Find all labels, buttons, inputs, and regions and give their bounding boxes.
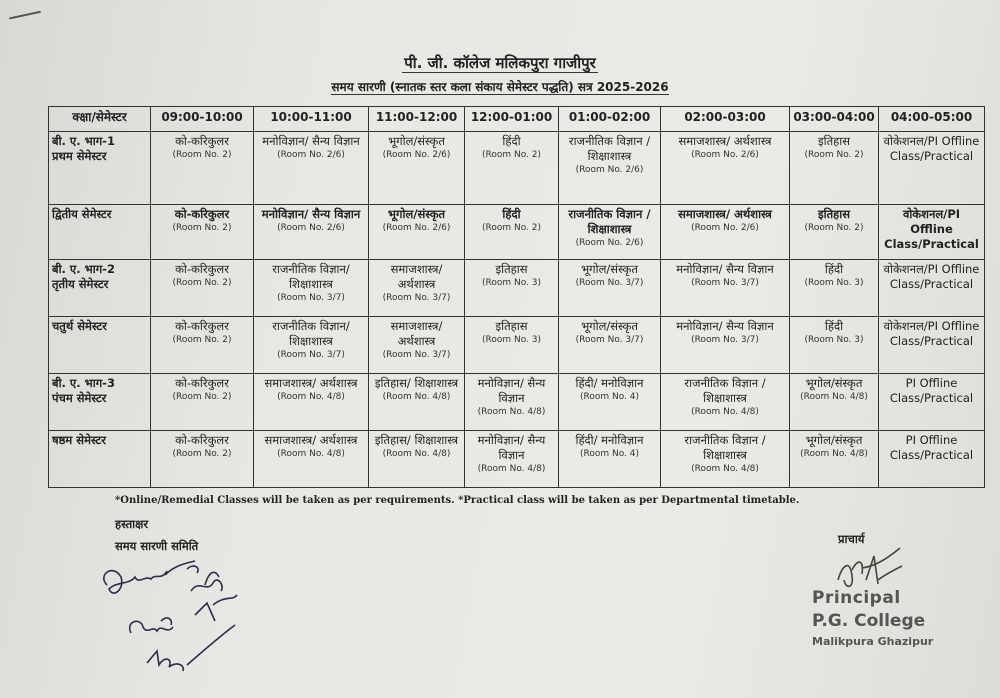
- footnote: *Online/Remedial Classes will be taken as per requirements. *Practical class will be taken as per Departmental timetable.: [115, 495, 800, 506]
- header-row: [49, 107, 985, 132]
- schedule-cell: [661, 317, 790, 374]
- subject-label: राजनीतिक विज्ञान /शिक्षाशास्त्र: [684, 433, 766, 462]
- schedule-cell: [661, 205, 790, 260]
- subject-label: इतिहास/ शिक्षाशास्त्र: [374, 433, 459, 447]
- subject-label: समाजशास्त्र/ अर्थशास्त्र: [264, 433, 358, 447]
- subject-label: वोकेशनल/PI Offline Class/Practical: [883, 134, 980, 163]
- schedule-cell: [465, 317, 559, 374]
- room-label: (Room No. 2): [804, 222, 864, 233]
- class-cell: [49, 205, 151, 260]
- column-header: 11:00-12:00: [369, 107, 465, 132]
- column-header: क्क्षा/सेमेस्टर: [49, 107, 151, 132]
- room-label: (Room No. 2/6): [691, 149, 759, 160]
- subject-label: राजनीतिक विज्ञान /शिक्षाशास्त्र: [684, 376, 766, 405]
- timetable-subtitle: समय सारणी (स्नातक स्तर कला संकाय सेमेस्टर पद्धति) सत्र 2025-2026: [331, 80, 669, 94]
- subject-label: मनोविज्ञान/ सैन्य विज्ञान: [477, 433, 546, 462]
- subject-label: को-करिकुलर: [175, 376, 229, 390]
- room-label: (Room No. 3/7): [382, 292, 451, 303]
- schedule-cell: [369, 260, 465, 317]
- column-header: 04:00-05:00: [879, 107, 985, 132]
- subject-label: वोकेशनल/PI Offline Class/Practical: [883, 319, 980, 348]
- schedule-cell: [254, 260, 369, 317]
- schedule-cell: [661, 260, 790, 317]
- room-label: (Room No. 2): [804, 149, 864, 160]
- subject-label: मनोविज्ञान/ सैन्य विज्ञान: [262, 134, 360, 148]
- room-label: (Room No. 2): [172, 222, 232, 233]
- room-label: (Room No. 4/8): [800, 448, 868, 459]
- schedule-cell: [790, 260, 879, 317]
- schedule-cell: [369, 132, 465, 205]
- subject-label: भूगोल/संस्कृत: [581, 319, 638, 333]
- room-label: (Room No. 3): [804, 277, 864, 288]
- subject-label: भूगोल/संस्कृत: [387, 207, 446, 221]
- schedule-cell: [465, 260, 559, 317]
- subject-label: समाजशास्त्र/ अर्थशास्त्र: [390, 262, 443, 291]
- schedule-cell: [559, 317, 661, 374]
- subject-label: इतिहास: [495, 262, 528, 276]
- class-label: बी. ए. भाग-3: [52, 376, 115, 390]
- room-label: (Room No. 2): [172, 448, 232, 459]
- schedule-cell: [559, 431, 661, 488]
- subject-label: हिंदी: [502, 134, 521, 148]
- committee-label: समय सारणी समिति: [115, 539, 199, 553]
- schedule-cell: [369, 374, 465, 431]
- subject-label: समाजशास्त्र/ अर्थशास्त्र: [678, 207, 772, 221]
- room-label: (Room No. 4/8): [382, 448, 451, 459]
- subject-label: भूगोल/संस्कृत: [581, 262, 638, 276]
- subject-label: को-करिकुलर: [175, 433, 229, 447]
- subject-label: राजनीतिक विज्ञान/ शिक्षाशास्त्र: [272, 262, 350, 291]
- column-header: 01:00-02:00: [559, 107, 661, 132]
- class-cell: [49, 317, 151, 374]
- class-label: बी. ए. भाग-2: [52, 262, 115, 276]
- room-label: (Room No. 3/7): [691, 277, 759, 288]
- subject-label: इतिहास: [495, 319, 528, 333]
- principal-label: प्राचार्य: [838, 532, 865, 546]
- room-label: (Room No. 4/8): [277, 448, 345, 459]
- schedule-cell: [879, 431, 985, 488]
- subject-label: भूगोल/संस्कृत: [805, 433, 863, 447]
- subject-label: को-करिकुलर: [175, 262, 229, 276]
- room-label: (Room No. 3): [481, 277, 542, 288]
- room-label: (Room No. 4/8): [277, 391, 345, 402]
- schedule-cell: [559, 205, 661, 260]
- subject-label: हिंदी: [502, 207, 521, 221]
- class-cell: [49, 260, 151, 317]
- class-label: द्वितीय सेमेस्टर: [52, 207, 112, 221]
- subject-label: वोकेशनल/PI Offline Class/Practical: [883, 262, 980, 291]
- subject-label: भूगोल/संस्कृत: [388, 134, 445, 148]
- subject-label: मनोविज्ञान/ सैन्य विज्ञान: [676, 262, 774, 276]
- column-header: 09:00-10:00: [151, 107, 254, 132]
- schedule-cell: [661, 374, 790, 431]
- subject-label: हिंदी/ मनोविज्ञान: [575, 376, 644, 390]
- schedule-cell: [151, 132, 254, 205]
- schedule-cell: [254, 431, 369, 488]
- room-label: (Room No. 3/7): [691, 334, 759, 345]
- room-label: (Room No. 4/8): [382, 391, 451, 402]
- class-cell: [49, 431, 151, 488]
- table-row: [49, 260, 985, 317]
- room-label: (Room No. 2/6): [277, 222, 345, 233]
- subject-label: समाजशास्त्र/ अर्थशास्त्र: [264, 376, 358, 390]
- room-label: (Room No. 2): [172, 149, 232, 160]
- schedule-cell: [879, 374, 985, 431]
- room-label: (Room No. 3): [804, 334, 864, 345]
- room-label: (Room No. 2): [481, 149, 542, 160]
- room-label: (Room No. 3/7): [575, 277, 644, 288]
- subject-label: को-करिकुलर: [175, 134, 229, 148]
- schedule-cell: [879, 317, 985, 374]
- schedule-cell: [254, 205, 369, 260]
- subject-label: हिंदी: [824, 262, 844, 276]
- subject-label: राजनीतिक विज्ञान/ शिक्षाशास्त्र: [272, 319, 350, 348]
- schedule-cell: [151, 374, 254, 431]
- schedule-cell: [151, 431, 254, 488]
- schedule-cell: [559, 132, 661, 205]
- schedule-cell: [790, 132, 879, 205]
- schedule-cell: [559, 260, 661, 317]
- room-label: (Room No. 2): [481, 222, 542, 233]
- column-header: 12:00-01:00: [465, 107, 559, 132]
- room-label: (Room No. 2/6): [277, 149, 345, 160]
- table-row: [49, 132, 985, 205]
- schedule-cell: [790, 205, 879, 260]
- principal-seal: Principal P.G. College Malikpura Ghazipur: [812, 588, 934, 648]
- schedule-cell: [879, 205, 985, 260]
- room-label: (Room No. 2): [172, 277, 232, 288]
- subject-label: राजनीतिक विज्ञान / शिक्षाशास्त्र: [568, 207, 651, 236]
- schedule-cell: [465, 431, 559, 488]
- column-header: 03:00-04:00: [790, 107, 879, 132]
- room-label: (Room No. 4/8): [477, 406, 546, 417]
- class-label: प्रथम सेमेस्टर: [52, 148, 107, 163]
- committee-signatures: [95, 555, 265, 685]
- room-label: (Room No. 4/8): [477, 463, 546, 474]
- subject-label: मनोविज्ञान/ सैन्य विज्ञान: [477, 376, 546, 405]
- room-label: (Room No. 2/6): [575, 237, 644, 248]
- subject-label: मनोविज्ञान/ सैन्य विज्ञान: [676, 319, 774, 333]
- table-row: [49, 374, 985, 431]
- schedule-cell: [369, 431, 465, 488]
- subject-label: वोकेशनल/PI Offline Class/Practical: [884, 207, 979, 251]
- schedule-cell: [790, 317, 879, 374]
- class-label: चतुर्थ सेमेस्टर: [52, 319, 107, 333]
- room-label: (Room No. 2/6): [382, 149, 451, 160]
- timetable: [48, 106, 985, 488]
- class-cell: [49, 374, 151, 431]
- subject-label: को-करिकुलर: [174, 207, 230, 221]
- subject-label: भूगोल/संस्कृत: [805, 376, 863, 390]
- room-label: (Room No. 2/6): [691, 222, 759, 233]
- class-label: तृतीय सेमेस्टर: [52, 276, 109, 291]
- subject-label: इतिहास: [817, 207, 851, 221]
- signature-label: हस्ताक्षर: [115, 517, 149, 531]
- room-label: (Room No. 4/8): [800, 391, 868, 402]
- class-label: षष्ठम सेमेस्टर: [52, 433, 106, 447]
- college-title: पी. जी. कॉलेज मलिकपुरा गाजीपुर: [404, 54, 596, 72]
- subject-label: PI Offline Class/Practical: [889, 433, 974, 462]
- schedule-cell: [369, 205, 465, 260]
- room-label: (Room No. 4/8): [691, 406, 759, 417]
- subject-label: हिंदी/ मनोविज्ञान: [575, 433, 644, 447]
- class-label: पंचम सेमेस्टर: [52, 390, 107, 405]
- room-label: (Room No. 2/6): [382, 222, 451, 233]
- schedule-cell: [879, 132, 985, 205]
- room-label: (Room No. 3/7): [277, 292, 345, 303]
- schedule-cell: [790, 374, 879, 431]
- room-label: (Room No. 4/8): [691, 463, 759, 474]
- room-label: (Room No. 2): [172, 391, 232, 402]
- schedule-cell: [151, 205, 254, 260]
- schedule-cell: [369, 317, 465, 374]
- room-label: (Room No. 3/7): [382, 349, 451, 360]
- schedule-cell: [254, 132, 369, 205]
- subject-label: इतिहास/ शिक्षाशास्त्र: [374, 376, 459, 390]
- class-label: बी. ए. भाग-1: [52, 134, 115, 148]
- subject-label: हिंदी: [824, 319, 844, 333]
- schedule-cell: [559, 374, 661, 431]
- schedule-cell: [465, 205, 559, 260]
- column-header: 10:00-11:00: [254, 107, 369, 132]
- room-label: (Room No. 2/6): [575, 164, 644, 175]
- subject-label: समाजशास्त्र/ अर्थशास्त्र: [390, 319, 443, 348]
- table-row: [49, 431, 985, 488]
- subject-label: PI Offline Class/Practical: [889, 376, 974, 405]
- schedule-cell: [465, 374, 559, 431]
- schedule-cell: [151, 317, 254, 374]
- schedule-cell: [465, 132, 559, 205]
- room-label: (Room No. 3/7): [277, 349, 345, 360]
- room-label: (Room No. 2): [172, 334, 232, 345]
- room-label: (Room No. 3/7): [575, 334, 644, 345]
- subject-label: इतिहास: [817, 134, 851, 148]
- subject-label: राजनीतिक विज्ञान / शिक्षाशास्त्र: [568, 134, 651, 163]
- schedule-cell: [661, 132, 790, 205]
- schedule-cell: [254, 374, 369, 431]
- class-cell: [49, 132, 151, 205]
- subject-label: को-करिकुलर: [175, 319, 229, 333]
- column-header: 02:00-03:00: [661, 107, 790, 132]
- schedule-cell: [151, 260, 254, 317]
- schedule-cell: [879, 260, 985, 317]
- schedule-cell: [254, 317, 369, 374]
- room-label: (Room No. 4): [579, 448, 640, 459]
- table-row: [49, 317, 985, 374]
- subject-label: मनोविज्ञान/ सैन्य विज्ञान: [261, 207, 361, 221]
- schedule-cell: [790, 431, 879, 488]
- subject-label: समाजशास्त्र/ अर्थशास्त्र: [678, 134, 772, 148]
- schedule-cell: [661, 431, 790, 488]
- pen-mark: [9, 11, 43, 29]
- room-label: (Room No. 4): [579, 391, 640, 402]
- room-label: (Room No. 3): [481, 334, 542, 345]
- table-row: [49, 205, 985, 260]
